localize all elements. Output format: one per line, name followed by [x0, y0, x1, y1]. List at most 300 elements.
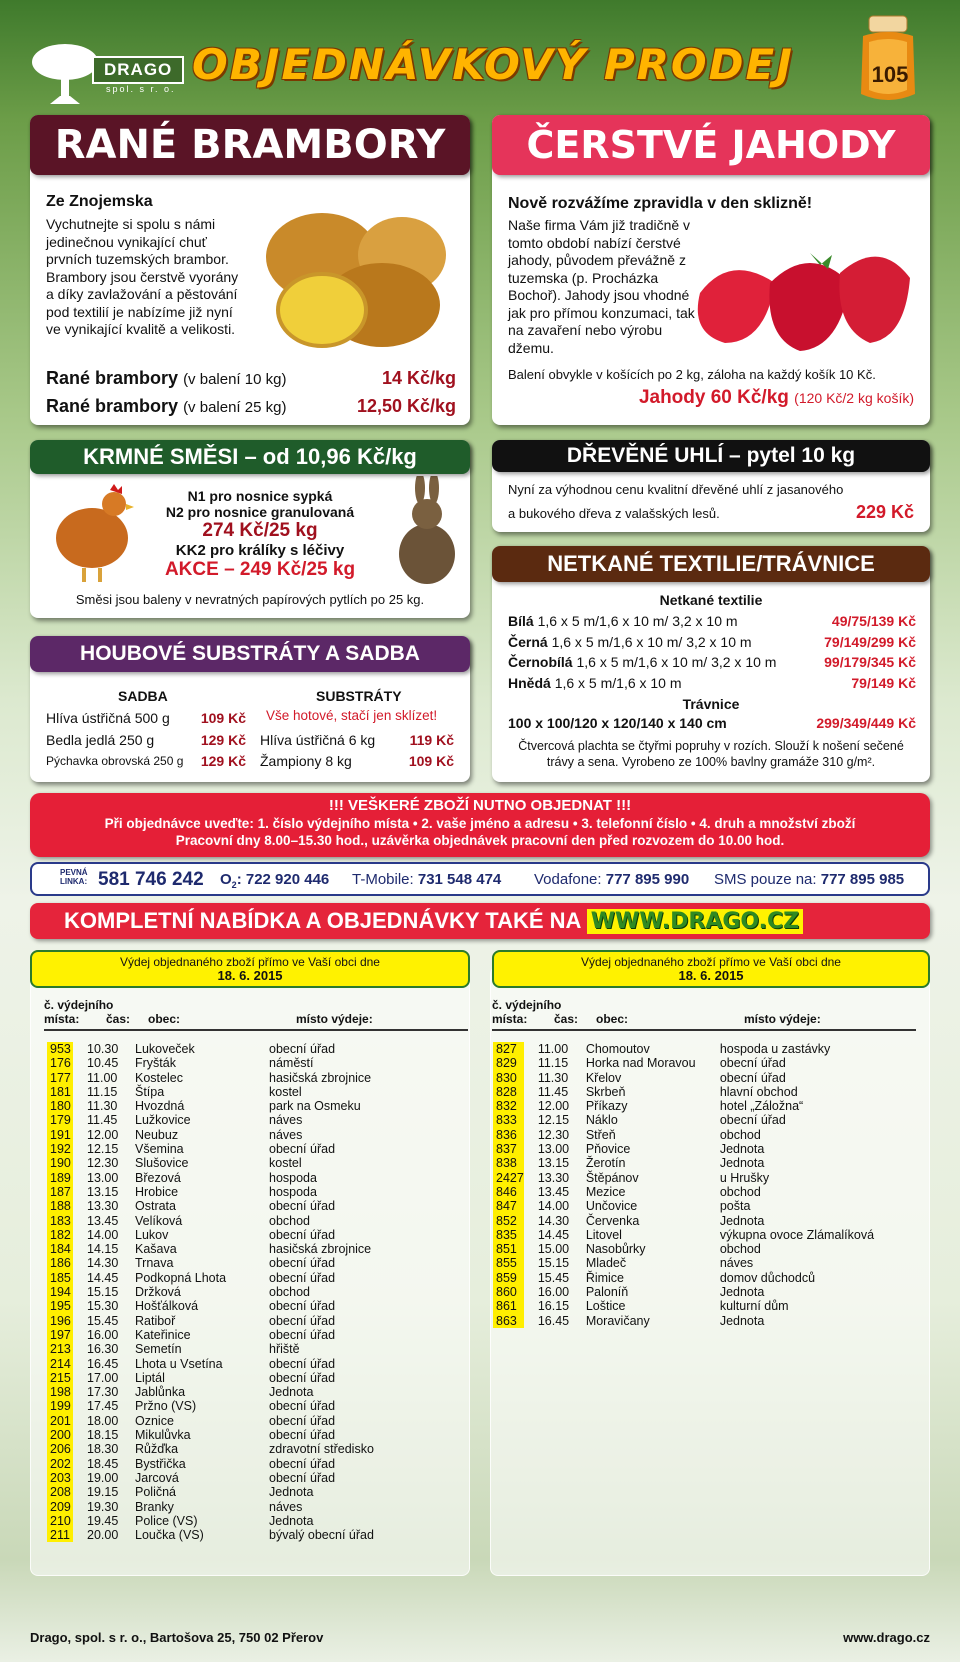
- textile-sub1: Netkané textilie: [659, 592, 763, 608]
- stop-number: 186: [47, 1256, 73, 1270]
- stop-time: 15.15: [87, 1285, 119, 1300]
- stop-number: 859: [493, 1271, 524, 1285]
- stop-town: Semetín: [135, 1342, 182, 1357]
- rabbit-image: [392, 476, 462, 586]
- stop-number: 208: [47, 1485, 73, 1499]
- stop-town: Křelov: [585, 1070, 622, 1085]
- stop-time: 13.45: [537, 1184, 570, 1199]
- schedule-row: [47, 1256, 374, 1270]
- stop-town: Hrobice: [135, 1184, 179, 1199]
- stop-time: 10.45: [87, 1056, 119, 1071]
- stop-place: u Hrušky: [719, 1170, 770, 1185]
- stop-time: 14.15: [87, 1242, 119, 1257]
- stop-number: 835: [493, 1228, 524, 1242]
- stop-town: Hošťálková: [135, 1299, 199, 1314]
- stop-number: 202: [47, 1457, 73, 1471]
- stop-town: Neubuz: [135, 1127, 179, 1142]
- stop-town: Lhota u Vsetína: [135, 1356, 223, 1371]
- stop-number: 192: [47, 1142, 73, 1156]
- charcoal-text1: Nyní za výhodnou cenu kvalitní dřevěné uhlí z jasanového: [508, 482, 844, 497]
- stop-place: Jednota: [719, 1285, 765, 1300]
- page-number: 105: [871, 62, 909, 87]
- stop-place: obecní úřad: [269, 1299, 336, 1314]
- stop-place: obecní úřad: [269, 1270, 336, 1285]
- schedule-row: [47, 1113, 374, 1127]
- schedule-row: [47, 1242, 374, 1256]
- stop-number: 181: [47, 1085, 73, 1099]
- schedule-row: [493, 1228, 874, 1242]
- stop-number: 198: [47, 1385, 73, 1399]
- stop-time: 18.30: [87, 1442, 119, 1457]
- stop-time: 13.15: [87, 1184, 119, 1199]
- stop-number: 189: [47, 1171, 73, 1185]
- stop-time: 15.00: [537, 1242, 570, 1257]
- stop-town: Jablůnka: [135, 1385, 186, 1400]
- schedule-row: [47, 1442, 374, 1456]
- stop-time: 17.00: [87, 1370, 119, 1385]
- potato-price-row: Rané brambory (v balení 25 kg) 12,50 Kč/kg: [46, 396, 456, 416]
- stop-time: 18.00: [87, 1413, 119, 1428]
- stop-place: pošta: [719, 1199, 751, 1214]
- stop-time: 14.30: [537, 1213, 570, 1228]
- stop-place: obecní úřad: [269, 1256, 336, 1271]
- stop-place: hřiště: [269, 1342, 300, 1357]
- stop-town: Pňovice: [585, 1142, 631, 1157]
- stop-place: obecní úřad: [719, 1070, 786, 1085]
- notice-line3: Pracovní dny 8.00–15.30 hod., uzávěrka objednávek pracovní den před rozvozem do 10.00 hod.: [175, 833, 785, 848]
- web-banner-text: KOMPLETNÍ NABÍDKA A OBJEDNÁVKY TAKÉ NA: [64, 908, 581, 933]
- schedule-row: [47, 1171, 374, 1185]
- stop-town: Jarcová: [135, 1470, 179, 1485]
- stop-place: výkupna ovoce Zlámalíková: [719, 1227, 875, 1242]
- schedule-row: [47, 1271, 374, 1285]
- stop-time: 19.00: [87, 1470, 119, 1485]
- schedule-row: [47, 1342, 374, 1356]
- footer-web[interactable]: www.drago.cz: [843, 1630, 930, 1645]
- stop-time: 13.00: [537, 1142, 570, 1157]
- stop-place: obecní úřad: [269, 1413, 336, 1428]
- stop-number: 196: [47, 1314, 73, 1328]
- stop-town: Loštice: [585, 1299, 626, 1314]
- stop-time: 18.45: [87, 1456, 119, 1471]
- stop-number: 179: [47, 1113, 73, 1127]
- stop-town: Červenka: [585, 1213, 640, 1228]
- stop-town: Štípa: [135, 1084, 165, 1099]
- page-headline: OBJEDNÁVKOVÝ PRODEJ: [192, 40, 794, 89]
- feed-line1: N1 pro nosnice sypká: [187, 488, 333, 504]
- schedule-row: [47, 1099, 374, 1113]
- stop-time: 11.45: [87, 1113, 118, 1128]
- trav-row: 100 x 100/120 x 120/140 x 140 cm 299/349/449 Kč: [508, 715, 916, 731]
- stop-town: Ratiboř: [135, 1313, 176, 1328]
- stop-time: 15.45: [87, 1313, 119, 1328]
- stop-town: Poličná: [135, 1485, 176, 1500]
- strawberries-subtitle: Nově rozvážíme zpravidla v den sklizně!: [508, 195, 813, 212]
- stop-number: 847: [493, 1199, 524, 1213]
- schedule-row: [493, 1171, 874, 1185]
- schedule-row: [493, 1214, 874, 1228]
- stop-place: obchod: [269, 1213, 311, 1228]
- stop-town: Loučka (VS): [135, 1528, 204, 1543]
- stop-number: 206: [47, 1442, 73, 1456]
- honey-jar-icon: [855, 14, 921, 106]
- stop-time: 15.45: [537, 1270, 570, 1285]
- logo-subtitle: spol. s r. o.: [106, 84, 176, 94]
- schedule-row: [493, 1071, 874, 1085]
- stop-town: Police (VS): [135, 1513, 198, 1528]
- schedule-row: [493, 1099, 874, 1113]
- schedule-row: [47, 1371, 374, 1385]
- stop-time: 19.30: [87, 1499, 119, 1514]
- stop-number: 210: [47, 1514, 73, 1528]
- stop-number: 827: [493, 1042, 524, 1056]
- stop-town: Žerotín: [585, 1156, 626, 1171]
- stop-time: 11.15: [537, 1056, 569, 1071]
- schedule-header-left: č. výdejního místa: čas: obec: místo výdeje:: [44, 998, 470, 1031]
- schedule-row: [47, 1185, 374, 1199]
- charcoal-title: DŘEVĚNÉ UHLÍ – pytel 10 kg: [492, 440, 930, 472]
- schedule-header-right: č. výdejního místa: čas: obec: místo výdeje:: [492, 998, 918, 1031]
- stop-town: Liptál: [135, 1370, 165, 1385]
- stop-number: 214: [47, 1357, 73, 1371]
- notice-line2: Při objednávce uveďte: 1. číslo výdejního místa • 2. vaše jméno a adresu • 3. telefonní číslo • 4. druh a množství zboží: [104, 816, 856, 831]
- stop-place: obecní úřad: [269, 1199, 336, 1214]
- fixed-line-label: PEVNÁ LINKA:: [60, 868, 88, 886]
- stop-town: Pržno (VS): [135, 1399, 197, 1414]
- schedule-row: [47, 1399, 374, 1413]
- stop-place: Jednota: [719, 1313, 765, 1328]
- stop-number: 197: [47, 1328, 73, 1342]
- stop-time: 16.30: [87, 1342, 119, 1357]
- stop-time: 16.45: [537, 1313, 570, 1328]
- schedule-row: [47, 1142, 374, 1156]
- stop-time: 20.00: [87, 1528, 119, 1543]
- stop-place: obecní úřad: [269, 1428, 336, 1443]
- stop-town: Fryšták: [135, 1056, 176, 1071]
- stop-place: obecní úřad: [269, 1142, 336, 1157]
- stop-number: 828: [493, 1085, 524, 1099]
- footer-address: Drago, spol. s r. o., Bartošova 25, 750 02 Přerov: [30, 1630, 324, 1645]
- stop-time: 14.45: [537, 1227, 570, 1242]
- stop-place: obecní úřad: [269, 1327, 336, 1342]
- vodafone-phone[interactable]: Vodafone: 777 895 990: [534, 871, 690, 888]
- stop-place: obchod: [269, 1285, 311, 1300]
- textile-row: Hnědá 1,6 x 5 m/1,6 x 10 m 79/149 Kč: [508, 674, 916, 691]
- stop-town: Řimice: [585, 1270, 625, 1285]
- stop-number: 191: [47, 1128, 73, 1142]
- mushroom-item: Hlíva ústřičná 500 g 109 Kč: [46, 710, 246, 726]
- charcoal-text2: a bukového dřeva z valašských lesů.: [508, 506, 720, 521]
- stop-time: 13.45: [87, 1213, 119, 1228]
- schedule-row: [493, 1042, 874, 1056]
- schedule-row: [493, 1113, 874, 1127]
- stop-number: 953: [47, 1042, 73, 1056]
- stop-time: 13.30: [537, 1170, 570, 1185]
- stop-number: 851: [493, 1242, 524, 1256]
- stop-time: 11.30: [87, 1099, 118, 1114]
- mushroom-title: HOUBOVÉ SUBSTRÁTY A SADBA: [30, 636, 470, 672]
- drago-logo: [30, 40, 180, 108]
- stop-place: obchod: [719, 1184, 761, 1199]
- stop-town: Kostelec: [135, 1070, 183, 1085]
- stop-place: náves: [269, 1499, 303, 1514]
- textile-title: NETKANÉ TEXTILIE/TRÁVNICE: [492, 546, 930, 582]
- tree-logo-icon: [30, 40, 100, 108]
- schedule-row: [47, 1042, 374, 1056]
- stop-number: 860: [493, 1285, 524, 1299]
- schedule-row: [47, 1357, 374, 1371]
- schedule-table-left: [47, 1042, 374, 1542]
- stop-town: Bystřička: [135, 1456, 186, 1471]
- stop-time: 11.45: [537, 1084, 569, 1099]
- stop-town: Hvozdná: [135, 1099, 185, 1114]
- feed-price1: 274 Kč/25 kg: [202, 520, 318, 541]
- potatoes-title: RANÉ BRAMBORY: [30, 115, 470, 175]
- stop-time: 11.00: [537, 1042, 569, 1056]
- schedule-row: [493, 1185, 874, 1199]
- schedule-row: [47, 1199, 374, 1213]
- schedule-row: [47, 1214, 374, 1228]
- stop-town: Oznice: [135, 1413, 174, 1428]
- web-banner: [30, 903, 930, 939]
- strawberries-image: [690, 243, 915, 358]
- schedule-row: [47, 1528, 374, 1542]
- schedule-row: [47, 1428, 374, 1442]
- stop-time: 19.15: [87, 1485, 119, 1500]
- stop-place: kostel: [269, 1084, 302, 1099]
- textile-row: Černá 1,6 x 5 m/1,6 x 10 m/ 3,2 x 10 m 79/149/299 Kč: [508, 633, 916, 650]
- stop-town: Paloníň: [585, 1285, 629, 1300]
- schedule-row: [493, 1271, 874, 1285]
- stop-town: Kateřinice: [135, 1327, 191, 1342]
- schedule-row: [493, 1199, 874, 1213]
- strawberries-title: ČERSTVÉ JAHODY: [492, 115, 930, 175]
- strawberries-note: Balení obvykle v košících po 2 kg, záloha na každý košík 10 Kč.: [508, 367, 876, 382]
- stop-number: 201: [47, 1414, 73, 1428]
- stop-time: 12.30: [537, 1127, 570, 1142]
- mushroom-item: Žampiony 8 kg 109 Kč: [260, 753, 454, 769]
- stop-number: 195: [47, 1299, 73, 1313]
- stop-number: 846: [493, 1185, 524, 1199]
- sms-phone[interactable]: SMS pouze na: 777 895 985: [714, 871, 905, 888]
- stop-time: 15.15: [537, 1256, 570, 1271]
- schedule-row: [493, 1314, 874, 1328]
- stop-town: Lukoveček: [135, 1042, 195, 1056]
- textile-row: Bílá 1,6 x 5 m/1,6 x 10 m/ 3,2 x 10 m 49/75/139 Kč: [508, 613, 916, 629]
- stop-place: hasičská zbrojnice: [269, 1242, 372, 1257]
- schedule-row: [47, 1314, 374, 1328]
- stop-place: hotel „Záložna“: [719, 1099, 804, 1114]
- stop-number: 829: [493, 1056, 524, 1070]
- notice-line1: !!! VEŠKERÉ ZBOŽÍ NUTNO OBJEDNAT !!!: [328, 797, 632, 814]
- stop-time: 17.30: [87, 1385, 119, 1400]
- mushroom-col2-note: Vše hotové, stačí jen sklízet!: [266, 708, 438, 723]
- web-banner-url[interactable]: WWW.DRAGO.CZ: [587, 909, 803, 934]
- strawberries-text: Naše firma Vám již tradičně v tomto období nabízí čerstvé jahody, původem převážně z tuzemska (p. Procházka Bochoř). Jahody jsou vhodné jak pro přímou konzumaci, tak na zavaření nebo výrobu džemu.: [508, 217, 695, 356]
- stop-place: park na Osmeku: [269, 1099, 361, 1114]
- fixed-phone[interactable]: 581 746 242: [98, 869, 204, 890]
- schedule-row: [493, 1299, 874, 1313]
- schedule-row: [47, 1085, 374, 1099]
- stop-place: obchod: [719, 1127, 761, 1142]
- potatoes-text: Vychutnejte si spolu s námi jedinečnou vynikající chuť prvních tuzemských brambor. Brambory jsou čerstvě vyorány a díky zavlažování a pěstování pod textilií je nabízíme již nyní ve vynikající kvalitě a velikosti.: [46, 216, 239, 337]
- textile-note1: Čtvercová plachta se čtyřmi popruhy v rozích. Slouží k nošení sečené: [518, 739, 904, 753]
- stop-town: Držková: [135, 1285, 181, 1300]
- textile-note2: trávy a sena. Vyrobeno ze 100% bavlny gramáže 310 g/m².: [546, 755, 876, 769]
- stop-town: Ostrata: [135, 1199, 176, 1214]
- feed-line3: KK2 pro králíky s léčivy: [175, 542, 345, 559]
- stop-time: 14.00: [87, 1227, 119, 1242]
- stop-town: Lukov: [135, 1227, 169, 1242]
- stop-place: obecní úřad: [269, 1356, 336, 1371]
- stop-number: 830: [493, 1071, 524, 1085]
- stop-time: 16.15: [537, 1299, 570, 1314]
- mushroom-item: Pýchavka obrovská 250 g 129 Kč: [46, 753, 246, 769]
- stop-place: hospoda: [269, 1170, 317, 1185]
- stop-place: obecní úřad: [269, 1370, 336, 1385]
- stop-number: 213: [47, 1342, 73, 1356]
- stop-time: 17.45: [87, 1399, 119, 1414]
- potato-price-row: Rané brambory (v balení 10 kg) 14 Kč/kg: [46, 368, 456, 388]
- stop-place: Jednota: [719, 1142, 765, 1157]
- stop-place: obecní úřad: [269, 1456, 336, 1471]
- stop-town: Všemina: [135, 1142, 184, 1157]
- stop-number: 852: [493, 1214, 524, 1228]
- stop-number: 209: [47, 1500, 73, 1514]
- potatoes-image: [252, 195, 452, 355]
- schedule-row: [47, 1500, 374, 1514]
- stop-place: bývalý obecní úřad: [269, 1528, 374, 1543]
- stop-time: 14.30: [87, 1256, 119, 1271]
- stop-time: 13.30: [87, 1199, 119, 1214]
- stop-number: 184: [47, 1242, 73, 1256]
- feed-note: Směsi jsou baleny v nevratných papírových pytlích po 25 kg.: [75, 592, 425, 607]
- stop-time: 10.30: [87, 1042, 119, 1056]
- stop-town: Náklo: [585, 1113, 618, 1128]
- stop-number: 836: [493, 1128, 524, 1142]
- stop-town: Mladeč: [585, 1256, 627, 1271]
- stop-town: Skrbeň: [585, 1084, 626, 1099]
- stop-number: 2427: [493, 1171, 524, 1185]
- schedule-row: [493, 1085, 874, 1099]
- stop-number: 832: [493, 1099, 524, 1113]
- tmobile-phone[interactable]: T-Mobile: 731 548 474: [352, 871, 502, 888]
- stop-place: obchod: [719, 1242, 761, 1257]
- stop-place: Jednota: [269, 1513, 314, 1528]
- stop-place: obecní úřad: [269, 1399, 336, 1414]
- charcoal-price: 229 Kč: [855, 502, 914, 522]
- potatoes-subtitle: Ze Znojemska: [46, 193, 153, 210]
- stop-place: hlavní obchod: [719, 1084, 798, 1099]
- schedule-row: [493, 1142, 874, 1156]
- stop-time: 18.15: [87, 1428, 119, 1443]
- logo-brand: DRAGO: [92, 56, 184, 84]
- schedule-row: [47, 1156, 374, 1170]
- stop-time: 13.00: [87, 1170, 119, 1185]
- stop-time: 12.15: [537, 1113, 570, 1128]
- stop-place: obecní úřad: [719, 1113, 786, 1128]
- stop-time: 12.30: [87, 1156, 119, 1171]
- stop-place: Jednota: [719, 1213, 765, 1228]
- stop-town: Chomoutov: [585, 1042, 650, 1056]
- stop-number: 203: [47, 1471, 73, 1485]
- stop-time: 15.30: [87, 1299, 119, 1314]
- schedule-date-right: Výdej objednaného zboží přímo ve Vaší obci dne 18. 6. 2015: [492, 950, 930, 988]
- stop-time: 12.15: [87, 1142, 119, 1157]
- stop-town: Trnava: [135, 1256, 174, 1271]
- stop-place: obecní úřad: [269, 1470, 336, 1485]
- stop-place: náves: [719, 1256, 754, 1271]
- o2-phone[interactable]: $O_2$: 722 920 446: [220, 871, 330, 890]
- stop-number: 187: [47, 1185, 73, 1199]
- stop-place: hasičská zbrojnice: [269, 1070, 372, 1085]
- strawberries-price: Jahody 60 Kč/kg (120 Kč/2 kg košík): [638, 387, 914, 408]
- stop-town: Horka nad Moravou: [585, 1056, 696, 1071]
- stop-number: 211: [47, 1528, 73, 1542]
- stop-number: 838: [493, 1156, 524, 1170]
- feed-price2: AKCE – 249 Kč/25 kg: [164, 559, 356, 580]
- stop-place: hospoda u zastávky: [719, 1042, 831, 1056]
- stop-time: 13.15: [537, 1156, 570, 1171]
- phone-bar: [30, 862, 930, 896]
- stop-number: 180: [47, 1099, 73, 1113]
- stop-number: 861: [493, 1299, 524, 1313]
- schedule-row: [493, 1242, 874, 1256]
- stop-number: 185: [47, 1271, 73, 1285]
- stop-place: náměstí: [269, 1056, 314, 1071]
- stop-number: 863: [493, 1314, 524, 1328]
- order-notice: [30, 793, 930, 857]
- schedule-row: [47, 1285, 374, 1299]
- stop-time: 11.30: [537, 1070, 569, 1085]
- feed-line2: N2 pro nosnice granulovaná: [165, 504, 355, 520]
- stop-number: 176: [47, 1056, 73, 1070]
- stop-time: 11.15: [87, 1084, 118, 1099]
- stop-place: obecní úřad: [269, 1227, 336, 1242]
- stop-town: Lužkovice: [135, 1113, 191, 1128]
- schedule-date-left: Výdej objednaného zboží přímo ve Vaší obci dne 18. 6. 2015: [30, 950, 470, 988]
- stop-time: 16.00: [87, 1327, 119, 1342]
- stop-number: 177: [47, 1071, 73, 1085]
- schedule-row: [47, 1299, 374, 1313]
- stop-place: náves: [269, 1127, 303, 1142]
- schedule-row: [47, 1514, 374, 1528]
- stop-place: kulturní dům: [719, 1299, 789, 1314]
- stop-time: 12.00: [537, 1099, 570, 1114]
- stop-town: Mikulůvka: [135, 1428, 191, 1443]
- stop-town: Štěpánov: [585, 1170, 639, 1185]
- stop-town: Slušovice: [135, 1156, 189, 1171]
- stop-time: 14.00: [537, 1199, 570, 1214]
- stop-place: Jednota: [269, 1485, 314, 1500]
- stop-place: kostel: [269, 1156, 302, 1171]
- stop-number: 215: [47, 1371, 73, 1385]
- stop-time: 16.00: [537, 1285, 570, 1300]
- schedule-row: [47, 1056, 374, 1070]
- schedule-row: [493, 1256, 874, 1270]
- schedule-row: [47, 1071, 374, 1085]
- stop-town: Velíková: [135, 1213, 183, 1228]
- mushroom-col2-head: SUBSTRÁTY: [316, 688, 402, 704]
- schedule-row: [47, 1471, 374, 1485]
- stop-town: Střeň: [585, 1127, 616, 1142]
- schedule-row: [47, 1328, 374, 1342]
- schedule-row: [493, 1285, 874, 1299]
- stop-place: zdravotní středisko: [269, 1442, 374, 1457]
- schedule-row: [47, 1385, 374, 1399]
- schedule-row: [47, 1228, 374, 1242]
- stop-town: Březová: [135, 1170, 181, 1185]
